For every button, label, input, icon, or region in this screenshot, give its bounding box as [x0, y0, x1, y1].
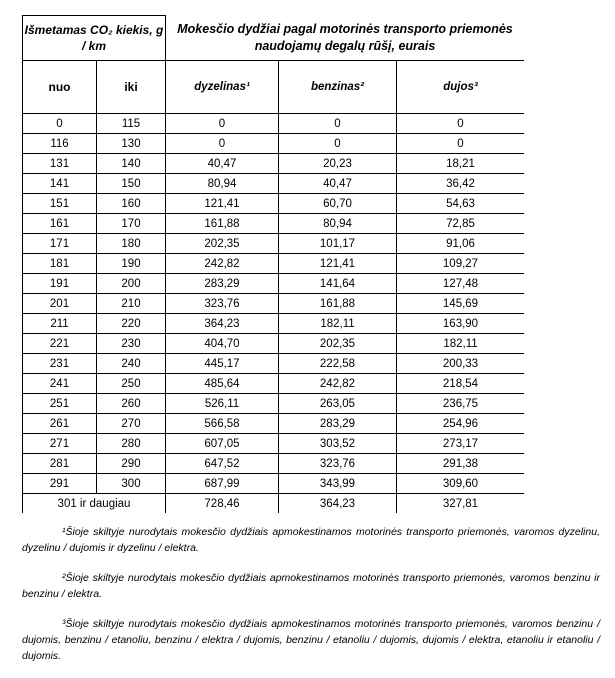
diesel-cell: 728,46: [166, 494, 279, 514]
from-cell: 171: [23, 234, 97, 254]
to-header: iki: [97, 61, 166, 114]
diesel-cell: 323,76: [166, 294, 279, 314]
to-cell: 180: [97, 234, 166, 254]
diesel-cell: 0: [166, 114, 279, 134]
table-row: [23, 454, 525, 474]
from-cell: 251: [23, 394, 97, 414]
to-cell: 250: [97, 374, 166, 394]
to-cell: 270: [97, 414, 166, 434]
gas-cell: 236,75: [397, 394, 525, 414]
gas-cell: 163,90: [397, 314, 525, 334]
from-cell: 181: [23, 254, 97, 274]
co2-column-header: Išmetamas CO₂ kiekis, g / km: [23, 16, 166, 61]
petrol-cell: 121,41: [279, 254, 397, 274]
petrol-cell: 0: [279, 134, 397, 154]
diesel-cell: 404,70: [166, 334, 279, 354]
gas-cell: 273,17: [397, 434, 525, 454]
table-row: [23, 314, 525, 334]
footnotes: [22, 524, 600, 678]
diesel-cell: 647,52: [166, 454, 279, 474]
from-cell: 211: [23, 314, 97, 334]
to-cell: 290: [97, 454, 166, 474]
petrol-cell: 323,76: [279, 454, 397, 474]
range-cell: 301 ir daugiau: [23, 494, 166, 514]
petrol-cell: 60,70: [279, 194, 397, 214]
diesel-cell: 445,17: [166, 354, 279, 374]
table-row: [23, 214, 525, 234]
diesel-cell: 364,23: [166, 314, 279, 334]
petrol-header: benzinas²: [279, 61, 397, 114]
to-cell: 200: [97, 274, 166, 294]
gas-cell: 91,06: [397, 234, 525, 254]
table-row: [23, 474, 525, 494]
table-row: [23, 114, 525, 134]
diesel-cell: 0: [166, 134, 279, 154]
to-cell: 210: [97, 294, 166, 314]
gas-cell: 145,69: [397, 294, 525, 314]
gas-cell: 327,81: [397, 494, 525, 514]
to-cell: 230: [97, 334, 166, 354]
table-body: [23, 114, 525, 514]
gas-cell: 254,96: [397, 414, 525, 434]
petrol-cell: 283,29: [279, 414, 397, 434]
petrol-cell: 202,35: [279, 334, 397, 354]
table-row: [23, 174, 525, 194]
gas-cell: 0: [397, 114, 525, 134]
from-cell: 141: [23, 174, 97, 194]
diesel-cell: 121,41: [166, 194, 279, 214]
from-cell: 201: [23, 294, 97, 314]
from-cell: 191: [23, 274, 97, 294]
table-row: [23, 294, 525, 314]
table-row: [23, 134, 525, 154]
table-row: [23, 154, 525, 174]
diesel-cell: 526,11: [166, 394, 279, 414]
table-row: [23, 434, 525, 454]
footnote-gas: ³Šioje skiltyje nurodytais mokesčio dydžiais apmokestinamos motorinės transporto priemonės, varomos benzinu / dujomis, benzinu / etanoliu, benzinu / elektra / dujomis, benzinu / etanoliu / dujomis, dujomis / elektra, etanoliu ir etanoliu / dujomis.: [22, 618, 600, 662]
table-row-last: [23, 494, 525, 514]
diesel-cell: 242,82: [166, 254, 279, 274]
from-cell: 231: [23, 354, 97, 374]
diesel-header: dyzelinas¹: [166, 61, 279, 114]
petrol-cell: 161,88: [279, 294, 397, 314]
co2-tax-table: [22, 15, 524, 513]
table-row: [23, 374, 525, 394]
diesel-cell: 202,35: [166, 234, 279, 254]
diesel-cell: 607,05: [166, 434, 279, 454]
table-row: [23, 254, 525, 274]
gas-cell: 109,27: [397, 254, 525, 274]
diesel-cell: 485,64: [166, 374, 279, 394]
gas-cell: 72,85: [397, 214, 525, 234]
diesel-cell: 687,99: [166, 474, 279, 494]
footnote-petrol: ²Šioje skiltyje nurodytais mokesčio dydžiais apmokestinamos motorinės transporto priemonės, varomos benzinu ir benzinu / elektra.: [22, 572, 600, 600]
to-cell: 115: [97, 114, 166, 134]
footnote-diesel: ¹Šioje skiltyje nurodytais mokesčio dydžiais apmokestinamos motorinės transporto priemonės, varomos dyzelinu, dyzelinu / dujomis ir dyzelinu / elektra.: [22, 526, 600, 554]
petrol-cell: 20,23: [279, 154, 397, 174]
from-header: nuo: [23, 61, 97, 114]
table-row: [23, 414, 525, 434]
from-cell: 0: [23, 114, 97, 134]
from-cell: 291: [23, 474, 97, 494]
from-cell: 151: [23, 194, 97, 214]
petrol-cell: 182,11: [279, 314, 397, 334]
table-row: [23, 194, 525, 214]
petrol-cell: 263,05: [279, 394, 397, 414]
from-cell: 281: [23, 454, 97, 474]
gas-cell: 200,33: [397, 354, 525, 374]
table-row: [23, 354, 525, 374]
diesel-cell: 80,94: [166, 174, 279, 194]
table-row: [23, 234, 525, 254]
to-cell: 160: [97, 194, 166, 214]
gas-cell: 291,38: [397, 454, 525, 474]
gas-cell: 182,11: [397, 334, 525, 354]
to-cell: 140: [97, 154, 166, 174]
gas-cell: 0: [397, 134, 525, 154]
gas-cell: 18,21: [397, 154, 525, 174]
from-cell: 116: [23, 134, 97, 154]
petrol-cell: 364,23: [279, 494, 397, 514]
table-row: [23, 274, 525, 294]
from-cell: 261: [23, 414, 97, 434]
petrol-cell: 141,64: [279, 274, 397, 294]
to-cell: 170: [97, 214, 166, 234]
petrol-cell: 0: [279, 114, 397, 134]
to-cell: 300: [97, 474, 166, 494]
diesel-cell: 40,47: [166, 154, 279, 174]
to-cell: 150: [97, 174, 166, 194]
gas-cell: 218,54: [397, 374, 525, 394]
petrol-cell: 303,52: [279, 434, 397, 454]
from-cell: 241: [23, 374, 97, 394]
to-cell: 130: [97, 134, 166, 154]
from-cell: 221: [23, 334, 97, 354]
diesel-cell: 161,88: [166, 214, 279, 234]
petrol-cell: 40,47: [279, 174, 397, 194]
tax-column-header: Mokesčio dydžiai pagal motorinės transporto priemonės naudojamų degalų rūšį, eurais: [166, 16, 525, 61]
gas-cell: 127,48: [397, 274, 525, 294]
table-row: [23, 394, 525, 414]
to-cell: 240: [97, 354, 166, 374]
from-cell: 161: [23, 214, 97, 234]
table-row: [23, 334, 525, 354]
petrol-cell: 101,17: [279, 234, 397, 254]
petrol-cell: 343,99: [279, 474, 397, 494]
to-cell: 220: [97, 314, 166, 334]
gas-cell: 54,63: [397, 194, 525, 214]
petrol-cell: 242,82: [279, 374, 397, 394]
gas-cell: 36,42: [397, 174, 525, 194]
to-cell: 260: [97, 394, 166, 414]
diesel-cell: 566,58: [166, 414, 279, 434]
gas-header: dujos³: [397, 61, 525, 114]
gas-cell: 309,60: [397, 474, 525, 494]
to-cell: 280: [97, 434, 166, 454]
petrol-cell: 80,94: [279, 214, 397, 234]
to-cell: 190: [97, 254, 166, 274]
from-cell: 131: [23, 154, 97, 174]
diesel-cell: 283,29: [166, 274, 279, 294]
from-cell: 271: [23, 434, 97, 454]
petrol-cell: 222,58: [279, 354, 397, 374]
